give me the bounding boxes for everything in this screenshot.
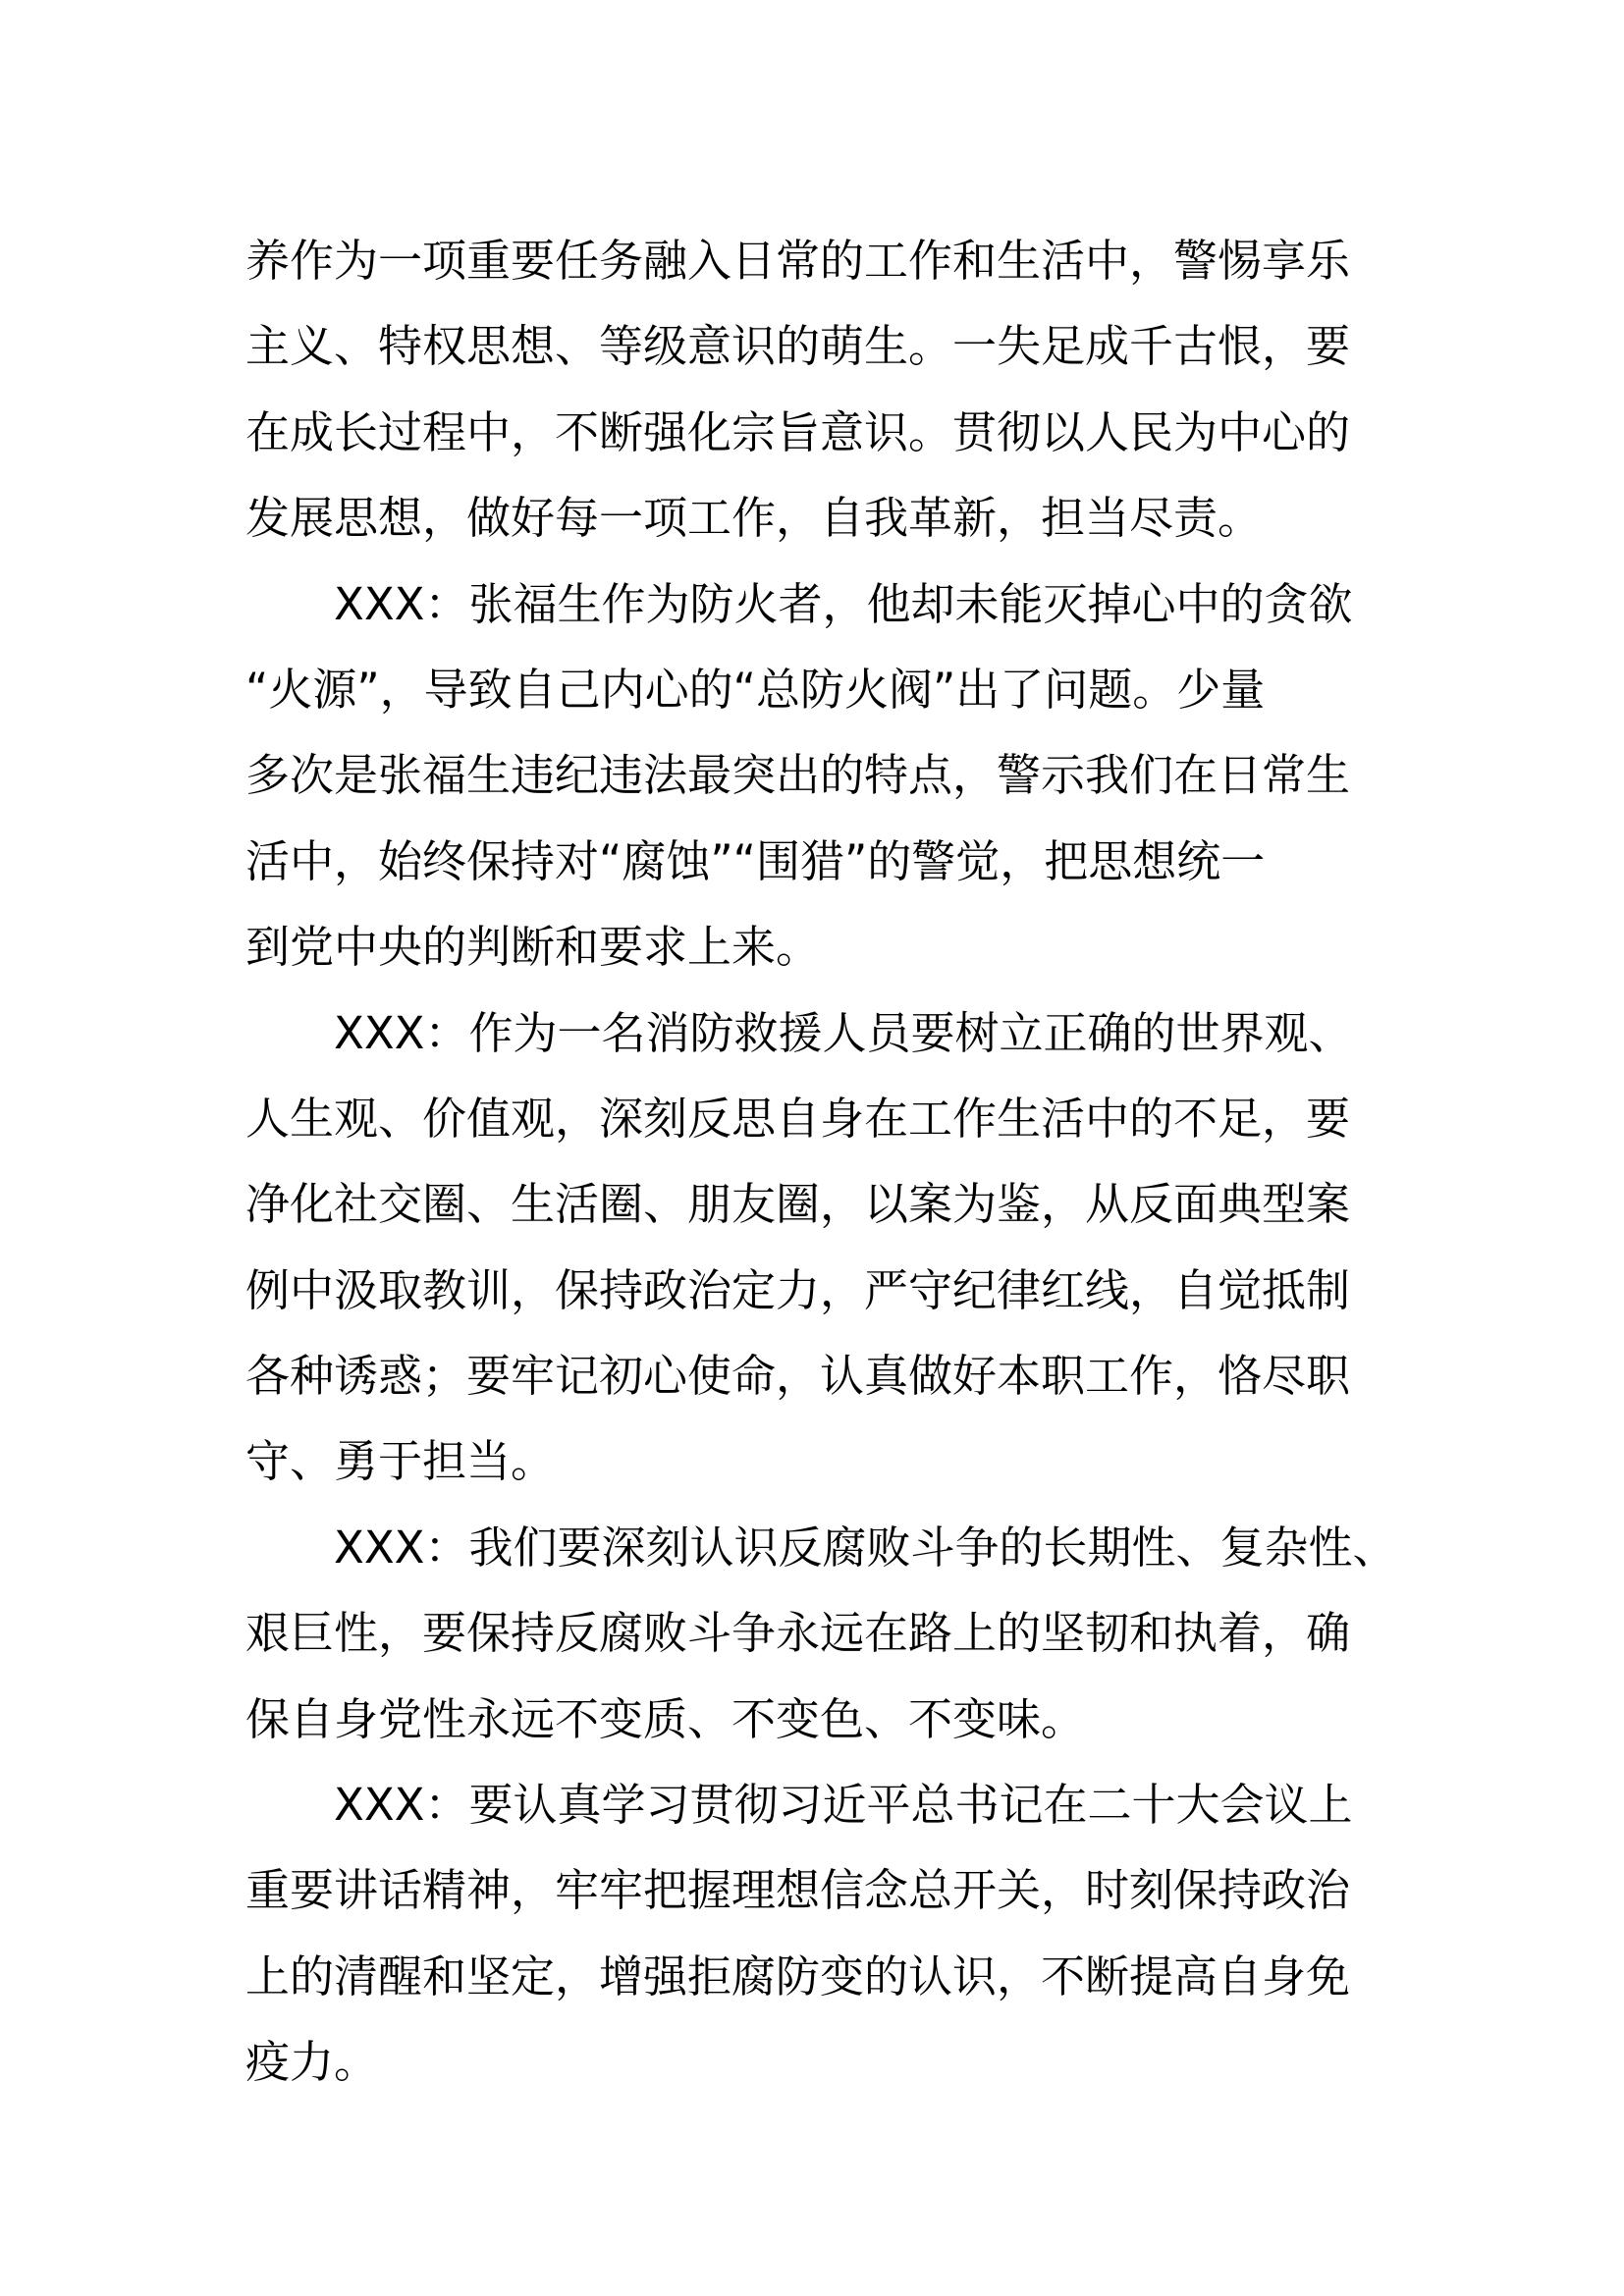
text-line: 活中，始终保持对“腐蚀”“围猎”的警觉，把思想统一: [245, 834, 1266, 887]
paragraph-start-line: XXX：张福生作为防火者，他却未能灭掉心中的贪欲: [334, 577, 1353, 630]
text-line: 保自身党性永远不变质、不变色、不变味。: [245, 1692, 1086, 1745]
text-line: 多次是张福生违纪违法最突出的特点，警示我们在日常生: [245, 749, 1351, 802]
text-line: “火源”，导致自己内心的“总防火阀”出了问题。少量: [245, 663, 1266, 716]
paragraph-start-line: XXX：我们要深刻认识反腐败斗争的长期性、复杂性、: [334, 1521, 1397, 1574]
text-line: 守、勇于担当。: [245, 1435, 556, 1488]
text-line: 艰巨性，要保持反腐败斗争永远在路上的坚韧和执着，确: [245, 1607, 1351, 1660]
text-line: 到党中央的判断和要求上来。: [245, 921, 821, 974]
text-line: 例中汲取教训，保持政治定力，严守纪律红线，自觉抵制: [245, 1263, 1351, 1316]
paragraph-start-line: XXX：作为一名消防救援人员要树立正确的世界观、: [334, 1006, 1353, 1059]
text-line: 疫力。: [245, 2036, 379, 2089]
text-line: 各种诱惑；要牢记初心使命，认真做好本职工作，恪尽职: [245, 1350, 1351, 1403]
text-line: 净化社交圈、生活圈、朋友圈，以案为鉴，从反面典型案: [245, 1178, 1351, 1231]
paragraph-start-line: XXX：要认真学习贯彻习近平总书记在二十大会议上: [334, 1779, 1353, 1832]
text-line: 在成长过程中，不断强化宗旨意识。贯彻以人民为中心的: [245, 405, 1351, 458]
body-text: [245, 218, 1397, 2106]
text-line: 养作为一项重要任务融入日常的工作和生活中，警惕享乐: [245, 235, 1351, 287]
text-line: 主义、特权思想、等级意识的萌生。一失足成千古恨，要: [245, 320, 1351, 373]
text-line: 上的清醒和坚定，增强拒腐防变的认识，不断提高自身免: [245, 1949, 1351, 2002]
text-line: 发展思想，做好每一项工作，自我革新，担当尽责。: [245, 492, 1263, 545]
text-line: 重要讲话精神，牢牢把握理想信念总开关，时刻保持政治: [245, 1864, 1351, 1917]
text-line: 人生观、价值观，深刻反思自身在工作生活中的不足，要: [245, 1092, 1351, 1145]
